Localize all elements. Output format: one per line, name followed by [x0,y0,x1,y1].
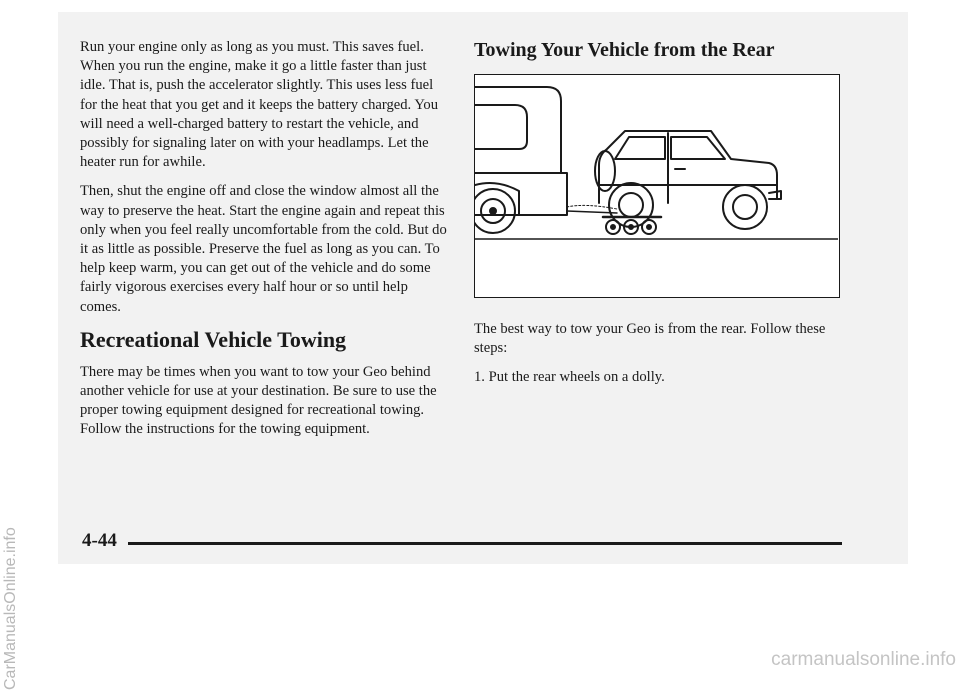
towing-from-rear-heading: Towing Your Vehicle from the Rear [474,39,775,61]
towing-step-1: 1. Put the rear wheels on a dolly. [474,369,665,386]
bottom-watermark: carmanualsonline.info [771,649,956,670]
best-way-paragraph: The best way to tow your Geo is from the rear. Follow these steps: [474,321,826,357]
engine-run-paragraph: Run your engine only as long as you must. This saves fuel. When you run the engine, make it go a little faster than just idle. That is, push the accelerator slightly. This uses less fuel for the heat that you get and it keeps the battery charged. You will need a well-charged battery to restart the vehicle, and possibly for signaling later on with your headlamps. Let the heater run for awhile. [80,39,438,171]
recreational-towing-paragraph: There may be times when you want to tow your Geo behind another vehicle for use at your destination. Be sure to use the proper towing equipment designed for recreational towing. Follow the instructions for the towing equipment. [80,363,437,438]
shut-engine-paragraph: Then, shut the engine off and close the window almost all the way to preserve the heat. Start the engine again and repeat this only when you feel really uncomfortable from the cold. But do it as little as possible. Preserve the fuel as long as you can. To help keep warm, you can get out of the vehicle and do some fairly vigorous exercises every half hour or so until help comes. [80,183,447,315]
right-column [474,38,844,387]
side-watermark: CarManualsOnline.info [2,527,19,690]
towing-illustration [474,74,840,298]
towing-steps-list [474,368,844,387]
towing-illustration-drawing [475,75,838,296]
page-number: 4-44 [82,530,117,551]
page-footer [82,530,842,558]
footer-rule [128,542,842,545]
left-column [80,38,450,450]
recreational-towing-heading: Recreational Vehicle Towing [80,326,347,352]
